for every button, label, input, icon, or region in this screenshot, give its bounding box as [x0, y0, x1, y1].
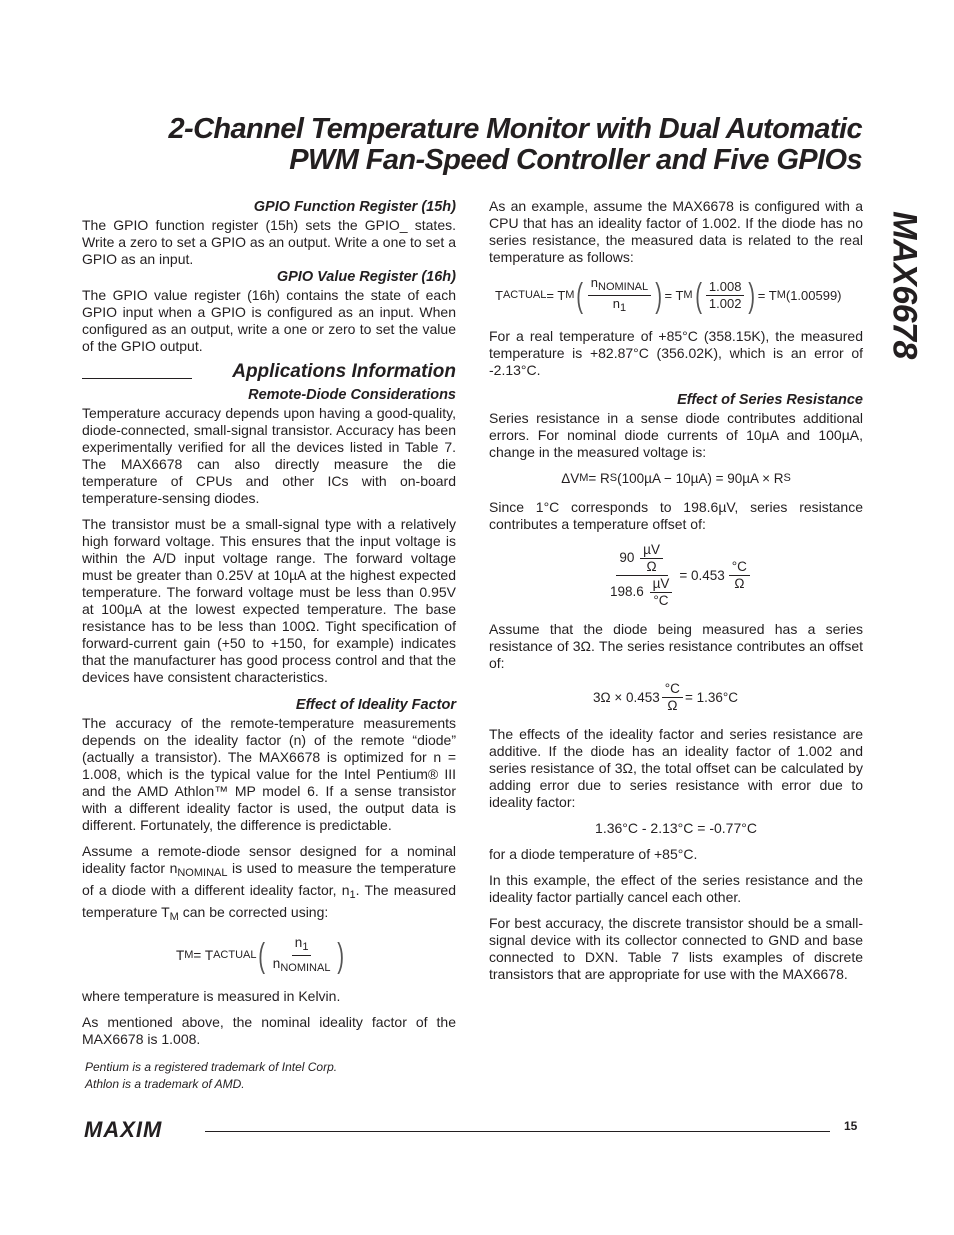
left-column: [82, 198, 456, 1057]
para-gpio-value: The GPIO value register (16h) contains the state of each GPIO input when a GPIO is configured as an input. When configured as an output, write a one or zero to set the value of the GPIO output.: [82, 287, 456, 354]
heading-gpio-value: GPIO Value Register (16h): [276, 269, 456, 285]
heading-remote-diode: Remote-Diode Considerations: [248, 387, 456, 403]
para-remote-2: The transistor must be a small-signal type with a relatively high forward voltage. This ensures that the input voltage is within the A/D input voltage range. The forward voltage must be greater than 0.25V at 10µA at the highest expected temperature. The forward voltage must be less than 0.95V at 100µA at the lowest expected temperature. The base resistance has to be less than 100Ω. Tight specification of forward-current gain (+50 to +150, for example) indicates that the manufacturer has good process control and that the devices have consistent characteristics.: [82, 516, 456, 685]
para-additive: The effects of the ideality factor and series resistance are additive. If the diode has an ideality factor of 1.002 and series resistance of 3Ω, the total offset can be calculated by adding error due to series resistance with error due to ideality factor:: [489, 726, 863, 810]
title-line-1: 2-Channel Temperature Monitor with Dual Automatic: [168, 113, 862, 145]
para-example: As an example, assume the MAX6678 is configured with a CPU that has an ideality factor of 1.002. If the diode has no series resistance, the measured data is related to the real temperature as follows:: [489, 198, 863, 265]
para-series: Series resistance in a sense diode contributes additional errors. For nominal diode currents of 10µA and 100µA, change in the measured voltage is:: [489, 410, 863, 460]
equation-tm-correction: T M = T ACTUAL ( $\frac{n_1}{n_{NOMINAL}}$ ): [176, 935, 345, 975]
heading-gpio-function: GPIO Function Register (15h): [253, 199, 456, 215]
page-number: 15: [844, 1119, 858, 1133]
para-cancel: In this example, the effect of the series resistance and the ideality factor partially cancel each other.: [489, 872, 863, 905]
para-remote-1: Temperature accuracy depends upon having a good-quality, diode-connected, small-signal transistor. Accuracy has been experimentally verified for all the devices listed in Table 7. The MAX6678 can also directly measure the die temperature of CPUs and other ICs with on-board temperature-sensing diodes.: [82, 405, 456, 506]
para-gpio-function: The GPIO function register (15h) sets the GPIO_ states. Write a zero to set a GPIO as an output. Write a one to set a GPIO as an input.: [82, 217, 456, 267]
para-kelvin: where temperature is measured in Kelvin.: [82, 988, 341, 1004]
equation-total-offset: 1.36°C - 2.13°C = -0.77°C: [595, 820, 757, 836]
para-for-diode: for a diode temperature of +85°C.: [489, 846, 698, 862]
heading-series: Effect of Series Resistance: [677, 392, 863, 408]
para-best: For best accuracy, the discrete transistor should be a small-signal device with its collector connected to GND and base connected to DXN. Table 7 lists examples of discrete transistors that are appropriate for use with the MAX6678.: [489, 915, 863, 982]
para-real-temp: For a real temperature of +85°C (358.15K), the measured temperature is +82.87°C (356.02K), which is an error of -2.13°C.: [489, 328, 863, 378]
para-ideality-1: The accuracy of the remote-temperature measurements depends on the ideality factor (n) of the remote “diode” (actually a transistor). The MAX6678 is optimized for n = 1.008, which is the typical value for the Intel Pentium® III and the AMD Athlon™ MP model 6. If a sense transistor with a different ideality factor is used, the output data is different. Fortunately, the difference is predictable.: [82, 715, 456, 833]
equation-offset: 90 $\frac{\text{µV}}{\Omega}$ 198.6 $\frac{\text{µV}}{^\circ C}$ = 0.453 $\frac{^\circ C}{\Omega}$: [605, 542, 863, 609]
footnotes: [85, 1059, 337, 1093]
footnote-pentium: Pentium is a registered trademark of Intel Corp.: [85, 1060, 338, 1074]
equation-delta-v: ΔV M = R S (100µA − 10µA) = 90µA × R S: [561, 471, 791, 486]
para-ideality-2: Assume a remote-diode sensor designed for a nominal ideality factor $n_{NOMINAL}$ is used to measure the temperature of a diode with a different ideality factor, $n_1$. The measured temperature $T_M$ can be corrected using:: [82, 843, 456, 923]
equation-tactual: T ACTUAL = T M ( $\frac{n_{NOMINAL}}{n_1}$ ) = T M ( $\frac{1.008}{1.002}$ ) = T M (1.00599): [495, 275, 842, 315]
para-nominal: As mentioned above, the nominal ideality factor of the MAX6678 is 1.008.: [82, 1014, 456, 1047]
footnote-athlon: Athlon is a trademark of AMD.: [85, 1077, 245, 1091]
maxim-logo: MAXIM: [84, 1117, 163, 1142]
right-column: [489, 198, 863, 992]
footer-rule: [205, 1131, 830, 1132]
heading-rule: [82, 378, 192, 379]
heading-ideality: Effect of Ideality Factor: [295, 697, 456, 713]
para-since: Since 1°C corresponds to 198.6µV, series resistance contributes a temperature offset of:: [489, 499, 863, 532]
title-line-2: PWM Fan-Speed Controller and Five GPIOs: [289, 144, 862, 176]
side-part-number: MAX6678: [885, 211, 924, 359]
page-title: [168, 114, 862, 176]
equation-series-offset: 3Ω × 0.453 $\frac{^\circ C}{\Omega}$ = 1.36°C: [593, 681, 738, 713]
para-assume: Assume that the diode being measured has a series resistance of 3Ω. The series resistance contributes an offset of:: [489, 621, 863, 671]
heading-applications: Applications Information: [82, 360, 456, 384]
